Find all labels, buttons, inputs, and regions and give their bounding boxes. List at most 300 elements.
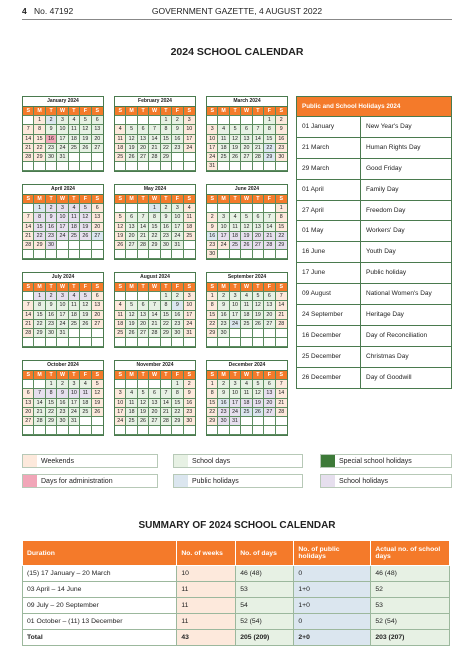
day-header: F xyxy=(264,371,275,380)
month-10 xyxy=(114,360,196,436)
empty-cell xyxy=(253,250,264,259)
day-header: S xyxy=(115,371,126,380)
empty-cell xyxy=(126,338,137,347)
empty-cell xyxy=(57,250,68,259)
empty-cell xyxy=(149,426,160,435)
empty-cell xyxy=(92,426,103,435)
day-cell: 9 xyxy=(172,301,183,310)
day-cell: 23 xyxy=(46,144,57,153)
empty-cell xyxy=(172,338,183,347)
day-cell: 20 xyxy=(92,135,103,144)
day-cell: 9 xyxy=(161,213,172,222)
day-cell: 28 xyxy=(276,320,287,329)
holiday-date: 17 June xyxy=(297,263,361,283)
day-header: S xyxy=(115,107,126,116)
day-cell: 2 xyxy=(161,204,172,213)
day-cell: 19 xyxy=(80,223,91,232)
day-cell: 27 xyxy=(138,329,149,338)
day-header: S xyxy=(207,195,218,204)
summary-cell: 52 (54) xyxy=(236,614,294,630)
empty-cell xyxy=(230,162,241,171)
day-header: S xyxy=(207,371,218,380)
empty-cell xyxy=(149,116,160,125)
day-cell: 18 xyxy=(241,311,252,320)
day-cell: 19 xyxy=(241,232,252,241)
empty-cell xyxy=(184,241,195,250)
day-cell: 17 xyxy=(218,232,229,241)
summary-header: Duration xyxy=(23,541,177,566)
empty-cell xyxy=(69,250,80,259)
empty-cell xyxy=(253,204,264,213)
day-header: T xyxy=(161,283,172,292)
holiday-row xyxy=(297,116,451,137)
day-cell: 10 xyxy=(115,399,126,408)
summary-cell: 203 (207) xyxy=(371,630,450,646)
day-header: S xyxy=(276,371,287,380)
day-header: W xyxy=(241,371,252,380)
day-cell: 23 xyxy=(207,241,218,250)
day-header: W xyxy=(241,107,252,116)
day-cell: 9 xyxy=(57,389,68,398)
day-cell: 16 xyxy=(218,399,229,408)
day-cell: 5 xyxy=(253,292,264,301)
day-cell: 15 xyxy=(161,311,172,320)
empty-cell xyxy=(241,204,252,213)
empty-cell xyxy=(92,250,103,259)
summary-cell: 205 (209) xyxy=(236,630,294,646)
day-cell: 24 xyxy=(69,408,80,417)
day-cell: 29 xyxy=(172,417,183,426)
day-cell: 10 xyxy=(230,389,241,398)
day-header: F xyxy=(80,283,91,292)
day-cell: 10 xyxy=(230,301,241,310)
day-cell: 15 xyxy=(46,399,57,408)
day-cell: 26 xyxy=(241,241,252,250)
holiday-row xyxy=(297,304,451,325)
day-cell: 15 xyxy=(34,135,45,144)
day-cell: 7 xyxy=(149,125,160,134)
day-cell: 3 xyxy=(184,292,195,301)
day-cell: 20 xyxy=(92,311,103,320)
day-cell: 25 xyxy=(69,144,80,153)
day-cell: 5 xyxy=(230,125,241,134)
day-cell: 21 xyxy=(149,320,160,329)
empty-cell xyxy=(276,250,287,259)
day-header: T xyxy=(253,195,264,204)
day-header: M xyxy=(126,283,137,292)
day-cell: 6 xyxy=(264,380,275,389)
day-cell: 17 xyxy=(184,311,195,320)
holiday-name: Public holiday xyxy=(366,269,407,277)
day-cell: 21 xyxy=(276,399,287,408)
day-cell: 23 xyxy=(57,408,68,417)
empty-cell xyxy=(218,116,229,125)
holiday-row xyxy=(297,137,451,158)
empty-cell xyxy=(230,329,241,338)
day-cell: 17 xyxy=(184,135,195,144)
day-cell: 22 xyxy=(161,320,172,329)
day-cell: 30 xyxy=(46,329,57,338)
empty-cell xyxy=(138,338,149,347)
day-cell: 2 xyxy=(276,116,287,125)
day-cell: 24 xyxy=(207,153,218,162)
empty-cell xyxy=(80,250,91,259)
day-cell: 5 xyxy=(126,125,137,134)
legend-label: School holidays xyxy=(339,477,389,485)
day-cell: 3 xyxy=(69,380,80,389)
empty-cell xyxy=(69,241,80,250)
day-cell: 16 xyxy=(207,232,218,241)
day-cell: 23 xyxy=(172,320,183,329)
day-header: T xyxy=(46,195,57,204)
day-cell: 27 xyxy=(126,241,137,250)
day-cell: 1 xyxy=(161,292,172,301)
day-cell: 8 xyxy=(161,125,172,134)
day-cell: 8 xyxy=(34,213,45,222)
holiday-name: National Women's Day xyxy=(366,290,432,298)
day-cell: 22 xyxy=(161,144,172,153)
day-cell: 14 xyxy=(149,311,160,320)
day-cell: 24 xyxy=(218,241,229,250)
day-cell: 30 xyxy=(207,250,218,259)
empty-cell xyxy=(253,426,264,435)
day-cell: 26 xyxy=(253,408,264,417)
empty-cell xyxy=(161,338,172,347)
empty-cell xyxy=(57,162,68,171)
empty-cell xyxy=(241,250,252,259)
day-cell: 1 xyxy=(34,204,45,213)
day-cell: 10 xyxy=(172,213,183,222)
empty-cell xyxy=(34,162,45,171)
day-cell: 18 xyxy=(69,223,80,232)
empty-cell xyxy=(138,250,149,259)
gazette-title: GOVERNMENT GAZETTE, 4 AUGUST 2022 xyxy=(151,6,323,16)
day-cell: 13 xyxy=(92,213,103,222)
day-cell: 27 xyxy=(92,144,103,153)
day-cell: 24 xyxy=(115,417,126,426)
empty-cell xyxy=(57,241,68,250)
day-cell: 2 xyxy=(172,116,183,125)
holiday-row xyxy=(297,200,451,221)
empty-cell xyxy=(92,241,103,250)
legend-label: Public holidays xyxy=(192,477,239,485)
day-cell: 3 xyxy=(218,213,229,222)
day-cell: 16 xyxy=(172,135,183,144)
day-cell: 3 xyxy=(115,389,126,398)
day-cell: 25 xyxy=(241,320,252,329)
day-cell: 23 xyxy=(218,320,229,329)
day-header: S xyxy=(115,283,126,292)
empty-cell xyxy=(80,329,91,338)
holiday-date: 16 June xyxy=(297,242,361,262)
day-cell: 4 xyxy=(69,292,80,301)
day-cell: 4 xyxy=(115,301,126,310)
day-cell: 30 xyxy=(172,329,183,338)
day-cell: 18 xyxy=(80,399,91,408)
empty-cell xyxy=(172,250,183,259)
holiday-name: Heritage Day xyxy=(366,311,404,319)
month-name: February 2024 xyxy=(115,97,195,107)
day-cell: 7 xyxy=(23,125,34,134)
holiday-row xyxy=(297,262,451,283)
day-cell: 2 xyxy=(46,116,57,125)
day-cell: 2 xyxy=(172,292,183,301)
empty-cell xyxy=(276,162,287,171)
day-cell: 4 xyxy=(69,204,80,213)
summary-header: Actual no. of school days xyxy=(371,541,450,566)
empty-cell xyxy=(34,380,45,389)
day-header: M xyxy=(218,195,229,204)
day-cell: 25 xyxy=(69,320,80,329)
holiday-name: Christmas Day xyxy=(366,352,409,360)
holiday-date: 01 April xyxy=(297,180,361,200)
empty-cell xyxy=(184,338,195,347)
day-header: W xyxy=(57,107,68,116)
day-cell: 17 xyxy=(69,399,80,408)
day-cell: 16 xyxy=(57,399,68,408)
empty-cell xyxy=(126,204,137,213)
day-header: S xyxy=(92,283,103,292)
day-cell: 17 xyxy=(57,223,68,232)
day-cell: 12 xyxy=(253,389,264,398)
day-header: M xyxy=(218,107,229,116)
day-cell: 17 xyxy=(230,311,241,320)
empty-cell xyxy=(172,153,183,162)
day-header: T xyxy=(69,107,80,116)
day-cell: 17 xyxy=(57,311,68,320)
day-cell: 9 xyxy=(218,301,229,310)
empty-cell xyxy=(264,426,275,435)
empty-cell xyxy=(46,338,57,347)
day-cell: 15 xyxy=(207,399,218,408)
day-header: T xyxy=(230,195,241,204)
day-header: F xyxy=(264,283,275,292)
month-name: July 2024 xyxy=(23,273,103,283)
empty-cell xyxy=(115,426,126,435)
day-cell: 13 xyxy=(138,311,149,320)
empty-cell xyxy=(34,426,45,435)
day-cell: 18 xyxy=(69,311,80,320)
day-cell: 11 xyxy=(218,135,229,144)
page-title: 2024 SCHOOL CALENDAR xyxy=(170,46,304,58)
holiday-date: 26 December xyxy=(297,368,361,388)
day-cell: 27 xyxy=(92,232,103,241)
day-cell: 21 xyxy=(23,232,34,241)
day-cell: 22 xyxy=(264,144,275,153)
summary-cell: 1+0 xyxy=(294,598,371,614)
day-cell: 8 xyxy=(161,301,172,310)
day-cell: 12 xyxy=(241,223,252,232)
day-header: M xyxy=(126,371,137,380)
day-cell: 22 xyxy=(172,408,183,417)
day-cell: 8 xyxy=(264,125,275,134)
day-cell: 25 xyxy=(184,232,195,241)
summary-cell: 11 xyxy=(177,582,236,598)
day-cell: 24 xyxy=(172,232,183,241)
legend-item xyxy=(173,454,303,468)
day-cell: 27 xyxy=(23,417,34,426)
day-header: S xyxy=(276,283,287,292)
day-cell: 18 xyxy=(115,144,126,153)
empty-cell xyxy=(115,162,126,171)
day-cell: 10 xyxy=(207,135,218,144)
day-cell: 31 xyxy=(172,241,183,250)
day-cell: 20 xyxy=(264,311,275,320)
day-cell: 13 xyxy=(92,125,103,134)
empty-cell xyxy=(138,380,149,389)
day-header: T xyxy=(138,195,149,204)
day-cell: 13 xyxy=(264,301,275,310)
empty-cell xyxy=(172,426,183,435)
day-cell: 31 xyxy=(207,162,218,171)
day-cell: 30 xyxy=(161,241,172,250)
day-cell: 30 xyxy=(218,417,229,426)
empty-cell xyxy=(115,338,126,347)
day-cell: 14 xyxy=(264,223,275,232)
day-cell: 29 xyxy=(149,241,160,250)
holiday-date: 24 September xyxy=(297,305,361,325)
day-cell: 28 xyxy=(23,153,34,162)
day-cell: 27 xyxy=(264,320,275,329)
empty-cell xyxy=(115,380,126,389)
day-cell: 21 xyxy=(253,144,264,153)
day-cell: 21 xyxy=(149,144,160,153)
day-cell: 29 xyxy=(34,329,45,338)
month-6 xyxy=(22,272,104,348)
day-cell: 9 xyxy=(218,389,229,398)
empty-cell xyxy=(161,426,172,435)
empty-cell xyxy=(241,116,252,125)
day-cell: 11 xyxy=(184,213,195,222)
day-cell: 10 xyxy=(184,301,195,310)
summary-row xyxy=(23,598,450,614)
day-header: T xyxy=(138,283,149,292)
day-cell: 28 xyxy=(138,241,149,250)
day-cell: 15 xyxy=(34,311,45,320)
day-cell: 8 xyxy=(34,301,45,310)
month-9 xyxy=(22,360,104,436)
month-11 xyxy=(206,360,288,436)
day-cell: 3 xyxy=(172,204,183,213)
empty-cell xyxy=(126,426,137,435)
day-header: F xyxy=(172,371,183,380)
empty-cell xyxy=(184,250,195,259)
empty-cell xyxy=(138,426,149,435)
day-cell: 13 xyxy=(126,223,137,232)
day-header: S xyxy=(92,371,103,380)
day-cell: 3 xyxy=(57,116,68,125)
day-cell: 28 xyxy=(149,153,160,162)
day-cell: 30 xyxy=(57,417,68,426)
day-cell: 6 xyxy=(23,389,34,398)
day-cell: 12 xyxy=(126,135,137,144)
empty-cell xyxy=(126,162,137,171)
empty-cell xyxy=(241,329,252,338)
day-cell: 23 xyxy=(46,320,57,329)
day-cell: 20 xyxy=(253,232,264,241)
summary-cell: 53 xyxy=(236,582,294,598)
holidays-heading: Public and School Holidays 2024 xyxy=(297,97,451,116)
month-8 xyxy=(206,272,288,348)
month-7 xyxy=(114,272,196,348)
empty-cell xyxy=(23,338,34,347)
day-cell: 26 xyxy=(115,241,126,250)
day-cell: 14 xyxy=(253,135,264,144)
day-cell: 5 xyxy=(253,380,264,389)
empty-cell xyxy=(69,338,80,347)
day-cell: 19 xyxy=(80,311,91,320)
day-cell: 1 xyxy=(34,116,45,125)
day-cell: 9 xyxy=(184,389,195,398)
empty-cell xyxy=(161,162,172,171)
day-cell: 5 xyxy=(80,292,91,301)
day-cell: 3 xyxy=(184,116,195,125)
day-cell: 31 xyxy=(57,153,68,162)
day-cell: 31 xyxy=(184,329,195,338)
empty-cell xyxy=(264,162,275,171)
day-cell: 17 xyxy=(172,223,183,232)
day-cell: 1 xyxy=(207,292,218,301)
empty-cell xyxy=(172,162,183,171)
day-cell: 1 xyxy=(207,380,218,389)
day-cell: 10 xyxy=(57,125,68,134)
page-number: 4 xyxy=(22,6,27,16)
empty-cell xyxy=(126,380,137,389)
summary-cell: 0 xyxy=(294,614,371,630)
day-cell: 14 xyxy=(149,135,160,144)
legend-label: Days for administration xyxy=(41,477,113,485)
day-cell: 4 xyxy=(69,116,80,125)
month-5 xyxy=(206,184,288,260)
empty-cell xyxy=(149,292,160,301)
holiday-row xyxy=(297,241,451,262)
day-cell: 5 xyxy=(80,116,91,125)
empty-cell xyxy=(207,426,218,435)
day-cell: 24 xyxy=(57,144,68,153)
day-cell: 27 xyxy=(264,408,275,417)
day-cell: 12 xyxy=(138,399,149,408)
day-cell: 12 xyxy=(80,301,91,310)
day-cell: 1 xyxy=(264,116,275,125)
day-cell: 12 xyxy=(253,301,264,310)
month-name: October 2024 xyxy=(23,361,103,371)
summary-header: No. of weeks xyxy=(177,541,236,566)
empty-cell xyxy=(92,153,103,162)
day-cell: 14 xyxy=(34,399,45,408)
day-header: W xyxy=(149,107,160,116)
day-cell: 22 xyxy=(207,408,218,417)
day-cell: 7 xyxy=(138,213,149,222)
empty-cell xyxy=(264,204,275,213)
day-header: T xyxy=(138,107,149,116)
day-header: T xyxy=(69,283,80,292)
empty-cell xyxy=(57,338,68,347)
empty-cell xyxy=(241,417,252,426)
day-cell: 13 xyxy=(264,389,275,398)
day-cell: 1 xyxy=(276,204,287,213)
day-cell: 27 xyxy=(92,320,103,329)
day-cell: 15 xyxy=(172,399,183,408)
empty-cell xyxy=(126,116,137,125)
day-cell: 9 xyxy=(46,125,57,134)
day-cell: 11 xyxy=(80,389,91,398)
day-header: W xyxy=(241,283,252,292)
day-header: M xyxy=(34,283,45,292)
day-cell: 21 xyxy=(23,320,34,329)
summary-total-row xyxy=(23,630,450,646)
day-cell: 25 xyxy=(80,408,91,417)
empty-cell xyxy=(23,116,34,125)
